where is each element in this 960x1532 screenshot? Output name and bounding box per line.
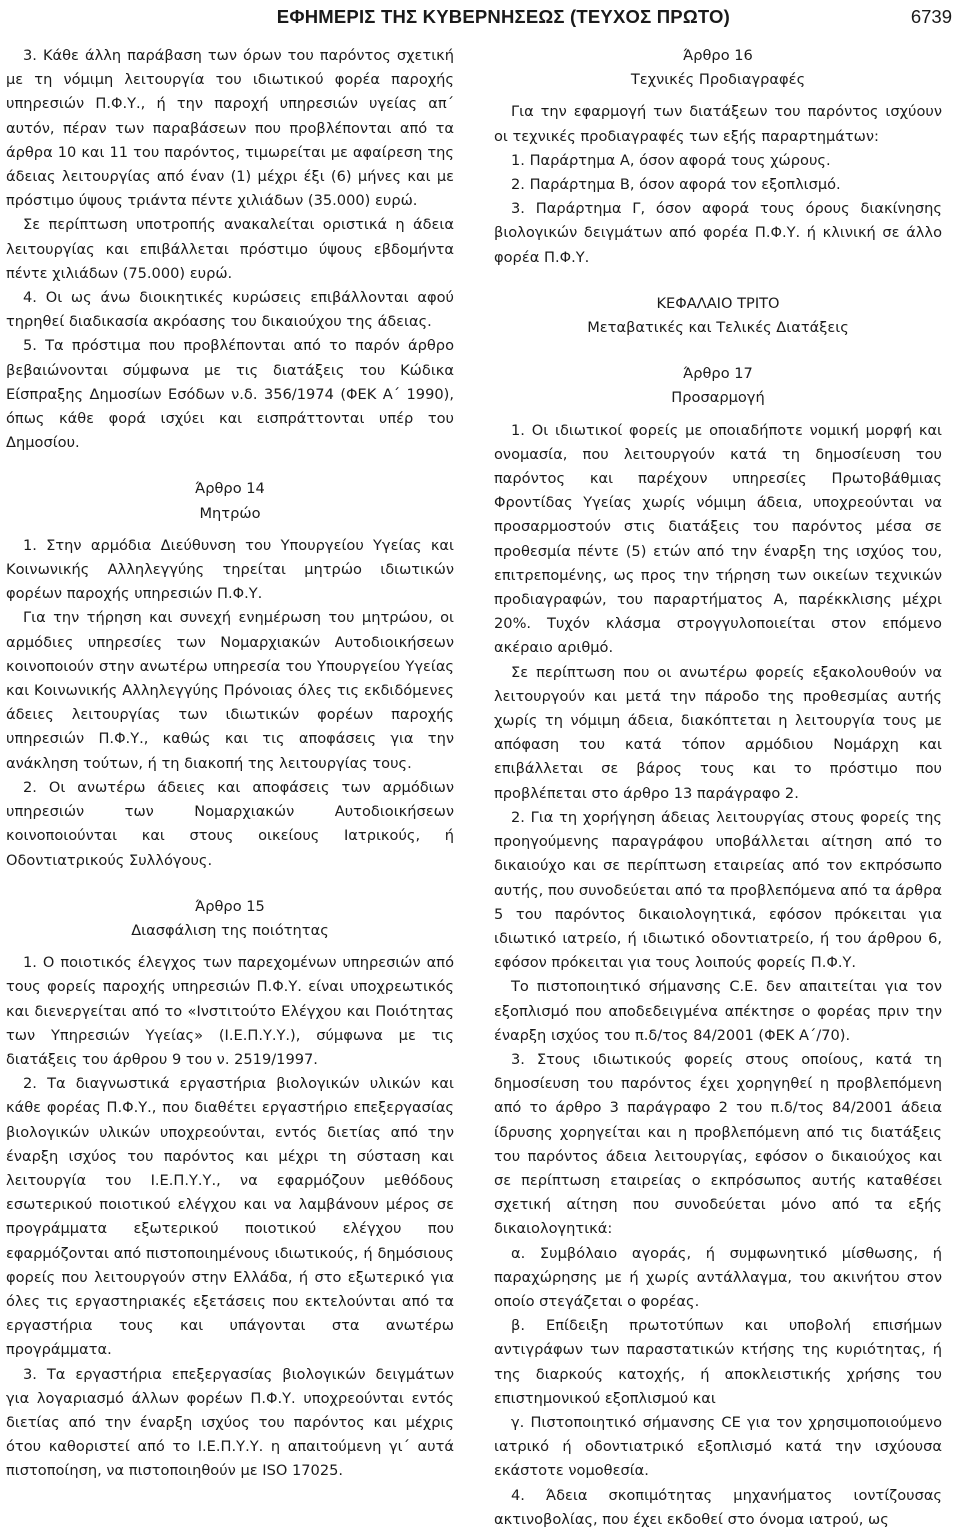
article-17-subtitle: Προσαρμογή	[671, 389, 765, 407]
paragraph: Για την τήρηση και συνεχή ενημέρωση του μητρώου, οι αρμόδιες υπηρεσίες των Νομαρχιακών Αυτοδιοικήσεων κοινοποιούν στην ανωτέρω υπηρεσία του Υπουργείου Υγείας και Κοινωνικής Αλληλεγγύης Πρόνοιας όλες τις εκδιδόμενες άδειες λειτουργίας των ιδιωτικών φορέων παροχής υπηρεσιών Π.Φ.Υ., καθώς και τις αποφάσεις για την ανάκληση τούτων, ή τη διακοπή της λειτουργίας τους.	[6, 609, 454, 772]
list-item: 1. Παράρτημα Α, όσον αφορά τους χώρους.	[511, 151, 831, 169]
left-column	[6, 44, 454, 1484]
paragraph: Σε περίπτωση που οι ανωτέρω φορείς εξακολουθούν να λειτουργούν και μετά την πάροδο της προθεσμίας αυτής χωρίς τη νόμιμη άδεια, διακόπτεται η λειτουργία τους με απόφαση του κατά τόπον αρμόδιου Νομάρχη και επιβάλλεται σε βάρος τους και το πρόστιμο που προβλέπεται στο άρθρο 13 παράγραφο 2.	[494, 663, 942, 802]
list-item: 2. Παράρτημα Β, όσον αφορά τον εξοπλισμό.	[511, 176, 841, 194]
right-column	[494, 44, 942, 1532]
paragraph: β. Επίδειξη πρωτοτύπων και υποβολή επισήμων αντιγράφων των παραστατικών κτήσης της κυριότητας, ή της διαρκούς κατοχής, ή αποκλειστικής χρήσης του επιστημονικού εξοπλισμού και	[494, 1317, 942, 1407]
paragraph: 2. Οι ανωτέρω άδειες και αποφάσεις των αρμόδιων υπηρεσιών των Νομαρχιακών Αυτοδιοικήσεων κοινοποιούνται και στους οικείους Ιατρικούς, ή Οδοντιατρικούς Συλλόγους.	[6, 778, 454, 869]
paragraph: α. Συμβόλαιο αγοράς, ή συμφωνητικό μίσθωσης, ή παραχώρησης με ή χωρίς αντάλλαγμα, του ακινήτου στον οποίο στεγάζεται ο φορέας.	[494, 1244, 942, 1310]
paragraph: 3. Στους ιδιωτικούς φορείς στους οποίους, κατά τη δημοσίευση του παρόντος έχει χορηγηθεί η προβλεπόμενη από το άρθρο 3 παράγραφο 2 του π.δ/τος 84/2001 άδεια ίδρυσης χορηγείται και η προβλεπόμενη από τις διατάξεις του παρόντος άδεια λειτουργίας, εφόσον ο δικαιούχος και σε περίπτωση εταιρείας ο εκπρόσωπος αυτής καταθέσει σχετική αίτηση που συνοδεύεται μόνο από τα εξής δικαιολογητικά:	[494, 1050, 942, 1238]
paragraph: 1. Οι ιδιωτικοί φορείς με οποιαδήποτε νομική μορφή και ονομασία, που λειτουργούν κατά τη δημοσίευση του παρόντος και παρέχουν υπηρεσίες Πρωτοβάθμιας Φροντίδας Υγείας χωρίς νόμιμη άδεια, υποχρεούνται να προσαρμοστούν στις διατάξεις του παρόντος μέσα σε προθεσμία πέντε (5) ετών από την έναρξη της ισχύος του, επιτρεπομένης, ως προς την τήρηση των οικείων τεχνικών προδιαγραφών, του παραρτήματος Α, παρέκκλισης μέχρι 20%. Τυχόν κλάσμα στρογγυλοποιείται στον επόμενο ακέραιο αριθμό.	[494, 421, 942, 657]
paragraph: 4. Άδεια σκοπιμότητας μηχανήματος ιοντίζουσας ακτινοβολίας, που έχει εκδοθεί στο όνομα ιατρού, ως	[494, 1486, 942, 1528]
paragraph: 3. Κάθε άλλη παράβαση των όρων του παρόντος σχετική με τη νόμιμη λειτουργία του ιδιωτικού φορέα παροχής υπηρεσιών Π.Φ.Υ., ή την παροχή υπηρεσιών υγείας απ΄ αυτόν, πέραν των παραβάσεων που προβλέπονται από τα άρθρα 10 και 11 του παρόντος, τιμωρείται με αφαίρεση της άδειας λειτουργίας από έναν (1) μέχρι έξι (6) μήνες και με πρόστιμο ύψους τριάντα πέντε χιλιάδων (35.000) ευρώ.	[6, 47, 454, 210]
article-17-heading: Άρθρο 17	[683, 365, 753, 383]
article-16-subtitle: Τεχνικές Προδιαγραφές	[630, 71, 806, 89]
paragraph: 2. Τα διαγνωστικά εργαστήρια βιολογικών υλικών και κάθε φορέας Π.Φ.Υ., που διαθέτει εργαστήριο επεξεργασίας βιολογικών υλικών υποχρεούνται, εντός διετίας από την έναρξη ισχύος του παρόντος και μέχρι τη σύσταση και λειτουργία του Ι.Ε.Π.Υ.Υ., να εφαρμόζουν μεθόδους εσωτερικού ποιοτικού ελέγχου και να λαμβάνουν μέρος σε προγράμματα εξωτερικού ποιοτικού ελέγχου που εφαρμόζονται από πιστοποιημένους ιδιωτικούς, ή δημόσιους φορείς που λειτουργούν στην Ελλάδα, ή στο εξωτερικό για όλες τις εργαστηριακές εξετάσεις που εκτελούνται από τα εργαστήρια τους και υπάγονται στα ανωτέρω προγράμματα.	[6, 1075, 454, 1359]
list-item: 3. Παράρτημα Γ, όσον αφορά τους όρους διακίνησης βιολογικών δειγμάτων από φορέα Π.Φ.Υ. ή κλινική σε άλλο φορέα Π.Φ.Υ.	[494, 200, 942, 266]
paragraph: 2. Για τη χορήγηση άδειας λειτουργίας στους φορείς της προηγούμενης παραγράφου υποβάλλεται αίτηση από το δικαιούχο και σε περίπτωση εταιρείας από τον εκπρόσωπο αυτής, που συνοδεύεται από τα προβλεπόμενα από τα άρθρα 5 του παρόντος δικαιολογητικά, εφόσον πρόκειται για ιδιωτικό ιατρείο, ή ιδιωτικό οδοντιατρείο, ή του άρθρου 6, εφόσον πρόκειται για τους λοιπούς φορείς Π.Φ.Υ.	[494, 808, 942, 972]
chapter-heading: ΚΕΦΑΛΑΙΟ ΤΡΙΤΟ	[656, 294, 780, 312]
paragraph: Για την εφαρμογή των διατάξεων του παρόντος ισχύουν οι τεχνικές προδιαγραφές των εξής παραρτημάτων:	[494, 103, 942, 145]
paragraph: γ. Πιστοποιητικό σήμανσης CE για τον χρησιμοποιούμενο ιατρικό ή οδοντιατρικό εξοπλισμό κατά την ισχύουσα εκάστοτε νομοθεσία.	[494, 1413, 942, 1480]
paragraph: 4. Οι ως άνω διοικητικές κυρώσεις επιβάλλονται αφού τηρηθεί διαδικασία ακρόασης του δικαιούχου της άδειας.	[6, 289, 454, 331]
paragraph: 5. Τα πρόστιμα που προβλέπονται από το παρόν άρθρο βεβαιώνονται σύμφωνα με τις διατάξεις του Κώδικα Είσπραξης Δημοσίων Εσόδων ν.δ. 356/1974 (ΦΕΚ Α΄ 1990), όπως κάθε φορά ισχύει και εισπράττονται υπέρ του Δημοσίου.	[6, 337, 454, 452]
page-number: 6739	[910, 6, 952, 27]
gazette-title: ΕΦΗΜΕΡΙΣ ΤΗΣ ΚΥΒΕΡΝΗΣΕΩΣ (ΤΕΥΧΟΣ ΠΡΩΤΟ)	[276, 6, 730, 27]
article-16-heading: Άρθρο 16	[683, 47, 753, 64]
article-15-subtitle: Διασφάλιση της ποιότητας	[131, 921, 329, 939]
article-14-heading: Άρθρο 14	[195, 480, 265, 498]
paragraph: Σε περίπτωση υποτροπής ανακαλείται οριστικά η άδεια λειτουργίας και επιβάλλεται πρόστιμο ύψους εβδομήντα πέντε χιλιάδων (75.000) ευρώ.	[6, 216, 454, 282]
chapter-subtitle: Μεταβατικές και Τελικές Διατάξεις	[587, 319, 849, 337]
paragraph: 3. Τα εργαστήρια επεξεργασίας βιολογικών δειγμάτων για λογαριασμό άλλων φορέων Π.Φ.Υ. υποχρεούνται εντός διετίας από την έναρξη ισχύος του παρόντος και μέχρις ότου καθοριστεί από το Ι.Ε.Π.Υ.Υ. η απαιτούμενη γι΄ αυτά πιστοποίηση, να πιστοποιηθούν με ISO 17025.	[6, 1365, 454, 1480]
paragraph: 1. Ο ποιοτικός έλεγχος των παρεχομένων υπηρεσιών από τους φορείς παροχής υπηρεσιών Π.Φ.Υ. είναι υποχρεωτικός και διενεργείται από το «Ινστιτούτο Ελέγχου και Ποιότητας των Υπηρεσιών Υγείας» (Ι.Ε.Π.Υ.Υ.), σύμφωνα με τις διατάξεις του άρθρου 9 του ν. 2519/1997.	[6, 954, 454, 1068]
page-header	[0, 0, 960, 40]
paragraph: Το πιστοποιητικό σήμανσης C.E. δεν απαιτείται για τον εξοπλισμό που αποδεδειγμένα απέκτησε ο φορέας πριν την έναρξη ισχύος του π.δ/τος 84/2001 (ΦΕΚ Α΄/70).	[494, 978, 942, 1044]
paragraph: 1. Στην αρμόδια Διεύθυνση του Υπουργείου Υγείας και Κοινωνικής Αλληλεγγύης τηρείται μητρώο ιδιωτικών φορέων παροχής υπηρεσιών Π.Φ.Υ.	[6, 536, 454, 603]
article-14-subtitle: Μητρώο	[199, 504, 261, 522]
article-15-heading: Άρθρο 15	[195, 897, 265, 915]
